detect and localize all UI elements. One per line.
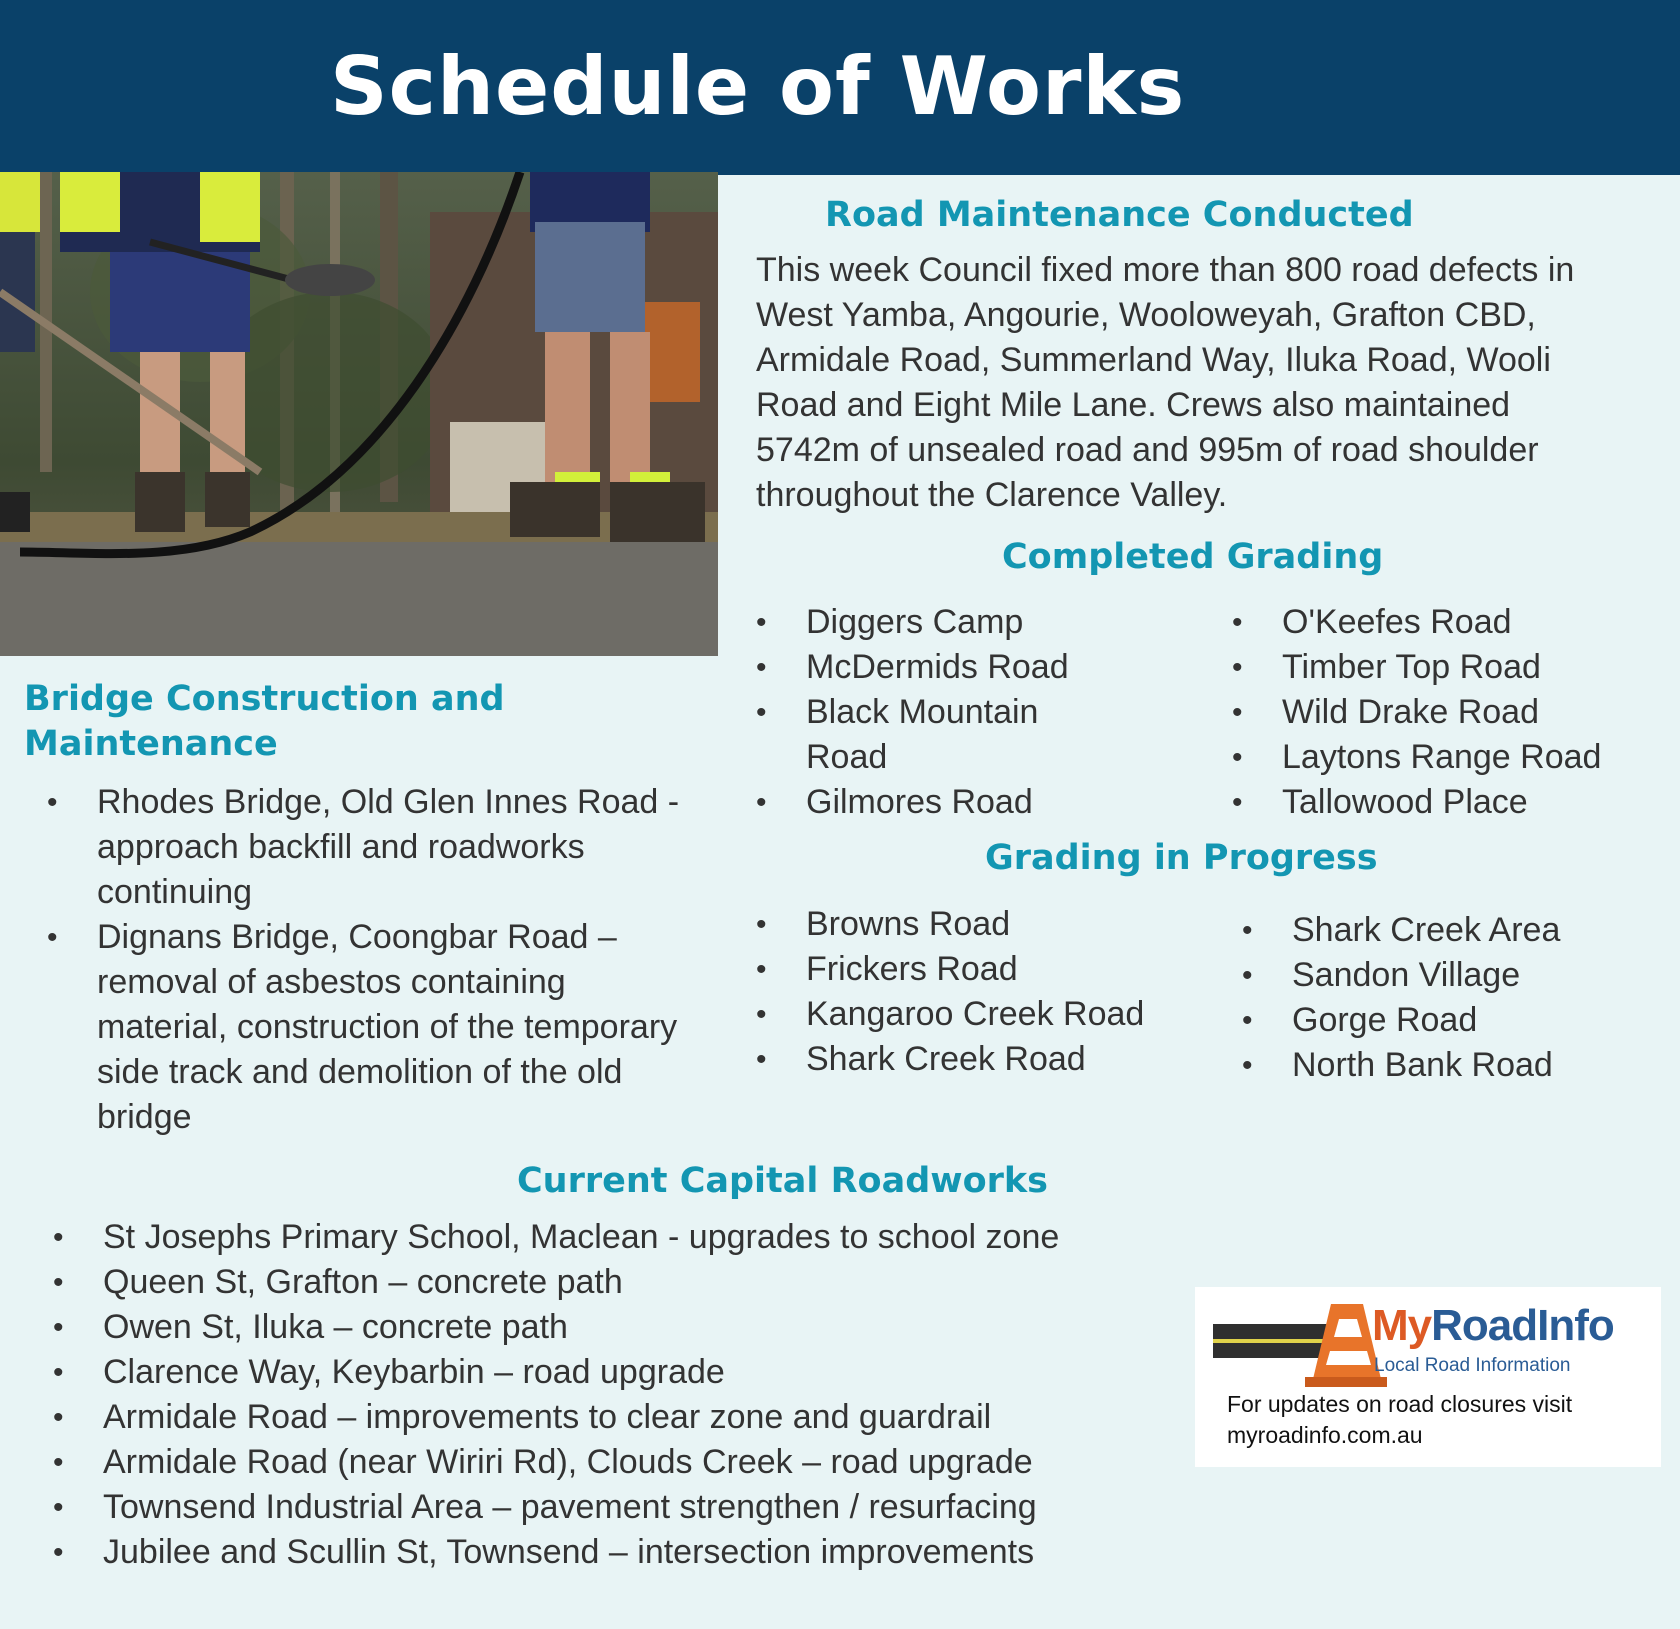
completed-grading-list-2 [1232,600,1662,825]
list-item: • Jubilee and Scullin St, Townsend – intersection improvements [53,1530,1183,1575]
list-item: • Diggers Camp [756,600,1096,645]
list-item: • Dignans Bridge, Coongbar Road – removal of asbestos containing material, construction of the temporary side track and demolition of the old bridge [47,915,687,1140]
logo-note [1227,1389,1647,1451]
bridge-title [24,677,505,767]
list-item: • Wild Drake Road [1232,690,1662,735]
list-item: • Sandon Village [1242,953,1662,998]
list-item: • Tallowood Place [1232,780,1662,825]
logo-wordmark-part: RoadInfo [1431,1301,1614,1350]
page-header [0,0,1680,175]
capital-roadworks-title: Current Capital Roadworks [517,1161,1048,1201]
grading-in-progress-title: Grading in Progress [985,838,1378,878]
road-maintenance-line: Road and Eight Mile Lane. Crews also maintained [756,386,1511,424]
road-maintenance-line: 5742m of unsealed road and 995m of road shoulder [756,431,1539,469]
road-maintenance-text [756,248,1574,518]
road-crew-photo [0,172,718,656]
list-item: • Shark Creek Area [1242,908,1662,953]
bridge-list [47,780,687,1140]
list-item: • Armidale Road – improvements to clear zone and guardrail [53,1395,1183,1440]
capital-roadworks-list [53,1215,1183,1575]
list-item: • Gorge Road [1242,998,1662,1043]
list-item: • Black Mountain Road [756,690,1096,780]
list-item: • Browns Road [756,902,1196,947]
road-maintenance-line: This week Council fixed more than 800 road defects in [756,251,1575,289]
grading-in-progress-list-2 [1242,908,1662,1088]
logo-note-link[interactable]: myroadinfo.com.au [1227,1422,1423,1448]
road-maintenance-line: Armidale Road, Summerland Way, Iluka Road, Wooli [756,341,1551,379]
list-item: • Timber Top Road [1232,645,1662,690]
road-maintenance-line: throughout the Clarence Valley. [756,476,1228,514]
list-item: • McDermids Road [756,645,1096,690]
completed-grading-list-1 [756,600,1096,825]
logo-wordmark [1372,1301,1614,1351]
list-item: • North Bank Road [1242,1043,1662,1088]
myroadinfo-logo-box [1195,1287,1661,1467]
road-cone-icon [1213,1299,1388,1394]
list-item: • Shark Creek Road [756,1037,1196,1082]
list-item: • Clarence Way, Keybarbin – road upgrade [53,1350,1183,1395]
logo-wordmark-part: My [1372,1301,1432,1350]
list-item: • Frickers Road [756,947,1196,992]
logo-subtitle: Local Road Information [1374,1355,1571,1376]
list-item: • O'Keefes Road [1232,600,1662,645]
completed-grading-title: Completed Grading [1002,537,1384,577]
list-item: • Armidale Road (near Wiriri Rd), Clouds Creek – road upgrade [53,1440,1183,1485]
bridge-title-line: Bridge Construction and [24,679,505,719]
list-item: • Laytons Range Road [1232,735,1662,780]
logo-note-line: For updates on road closures visit [1227,1391,1573,1417]
bridge-title-line: Maintenance [24,724,278,764]
list-item: • Kangaroo Creek Road [756,992,1196,1037]
list-item: • Owen St, Iluka – concrete path [53,1305,1183,1350]
list-item: • Gilmores Road [756,780,1096,825]
road-maintenance-line: West Yamba, Angourie, Wooloweyah, Grafton CBD, [756,296,1536,334]
list-item: • Queen St, Grafton – concrete path [53,1260,1183,1305]
road-maintenance-title: Road Maintenance Conducted [825,195,1414,235]
list-item: • Rhodes Bridge, Old Glen Innes Road - approach backfill and roadworks continuing [47,780,687,915]
grading-in-progress-list-1 [756,902,1196,1082]
list-item: • Townsend Industrial Area – pavement strengthen / resurfacing [53,1485,1183,1530]
list-item: • St Josephs Primary School, Maclean - upgrades to school zone [53,1215,1183,1260]
page-title: Schedule of Works [330,40,1186,133]
